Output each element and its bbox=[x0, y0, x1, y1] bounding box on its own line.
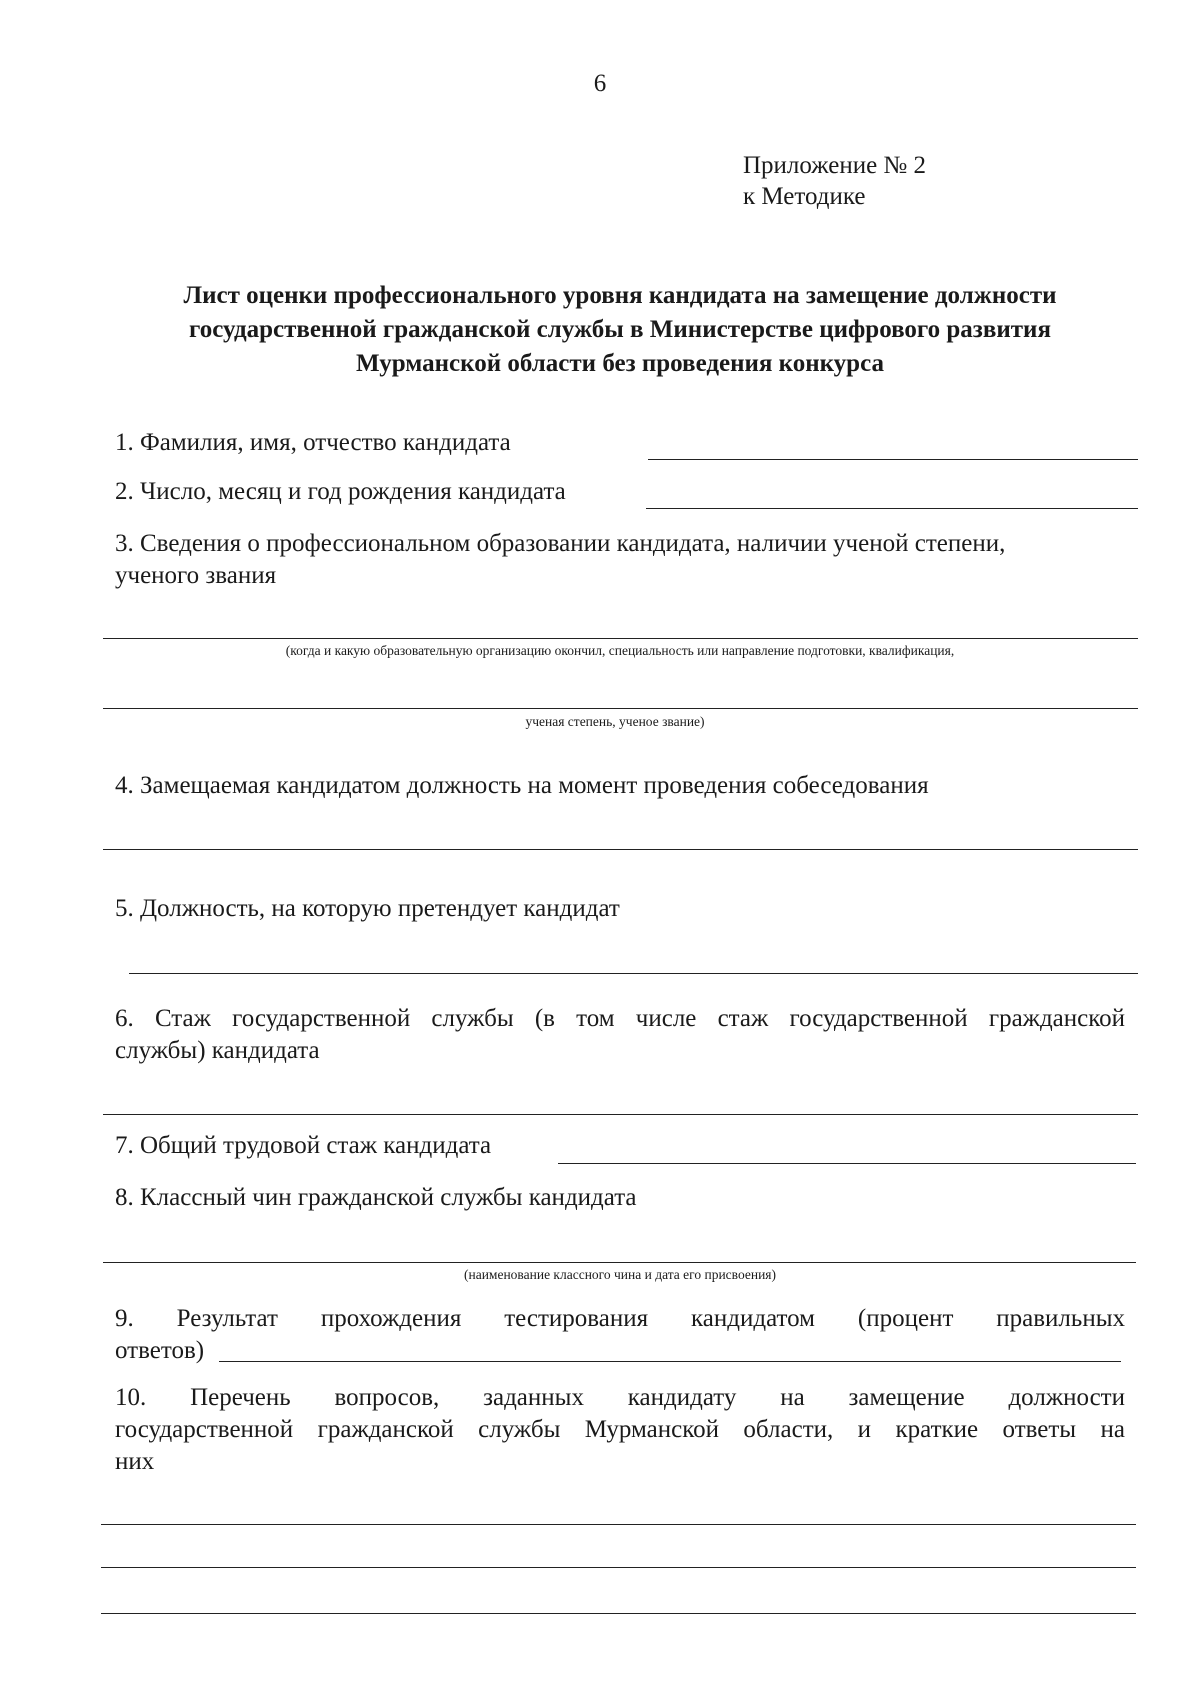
item-6-answer-line[interactable] bbox=[103, 1114, 1138, 1115]
item-8-answer-line[interactable] bbox=[103, 1262, 1136, 1263]
title-line-3: Мурманской области без проведения конкурса bbox=[356, 350, 884, 377]
item-7-answer-line[interactable] bbox=[558, 1163, 1136, 1164]
item-10-answer-line-1[interactable] bbox=[101, 1524, 1136, 1525]
item-3-answer-line-2[interactable] bbox=[103, 708, 1138, 709]
item-7-label: 7. Общий трудовой стаж кандидата bbox=[115, 1132, 492, 1159]
appendix-reference: к Методике bbox=[743, 183, 866, 210]
item-3-label-line-2: ученого звания bbox=[115, 562, 277, 589]
item-8-label: 8. Классный чин гражданской службы кандидата bbox=[115, 1184, 637, 1211]
item-9-label-line-1: 9. Результат прохождения тестирования кандидатом (процент правильных bbox=[115, 1305, 1125, 1332]
page-number: 6 bbox=[593, 70, 607, 97]
item-3-label-line-1: 3. Сведения о профессиональном образовании кандидата, наличии ученой степени, bbox=[115, 530, 1006, 557]
item-3-hint-2: ученая степень, ученое звание) bbox=[525, 714, 705, 729]
item-8-hint: (наименование классного чина и дата его присвоения) bbox=[463, 1267, 777, 1282]
title-line-1: Лист оценки профессионального уровня кандидата на замещение должности bbox=[183, 282, 1057, 309]
item-6-label-line-2: службы) кандидата bbox=[115, 1037, 320, 1064]
document-title bbox=[100, 279, 1140, 381]
item-10-label-line-2: государственной гражданской службы Мурманской области, и краткие ответы на bbox=[115, 1416, 1125, 1443]
item-5-answer-line[interactable] bbox=[129, 973, 1138, 974]
item-2-answer-line[interactable] bbox=[646, 508, 1138, 509]
item-9-answer-line[interactable] bbox=[219, 1361, 1121, 1362]
item-10-label-line-3: них bbox=[115, 1448, 155, 1475]
item-2-label: 2. Число, месяц и год рождения кандидата bbox=[115, 478, 566, 505]
item-10-answer-line-2[interactable] bbox=[101, 1567, 1136, 1568]
item-4-label: 4. Замещаемая кандидатом должность на момент проведения собеседования bbox=[115, 772, 929, 799]
appendix-label: Приложение № 2 bbox=[743, 152, 927, 179]
item-1-answer-line[interactable] bbox=[648, 459, 1138, 460]
item-3-answer-line-1[interactable] bbox=[103, 638, 1138, 639]
item-9-label-line-2: ответов) bbox=[115, 1337, 205, 1364]
item-10-label-line-1: 10. Перечень вопросов, заданных кандидату на замещение должности bbox=[115, 1384, 1125, 1411]
item-6-label-line-1: 6. Стаж государственной службы (в том числе стаж государственной гражданской bbox=[115, 1005, 1125, 1032]
title-line-2: государственной гражданской службы в Министерстве цифрового развития bbox=[189, 316, 1051, 343]
item-3-hint-1: (когда и какую образовательную организацию окончил, специальность или направление подготовки, квалификация, bbox=[285, 643, 955, 658]
item-4-answer-line[interactable] bbox=[103, 849, 1138, 850]
item-5-label: 5. Должность, на которую претендует кандидат bbox=[115, 895, 620, 922]
item-10-answer-line-3[interactable] bbox=[101, 1613, 1136, 1614]
item-1-label: 1. Фамилия, имя, отчество кандидата bbox=[115, 429, 511, 456]
